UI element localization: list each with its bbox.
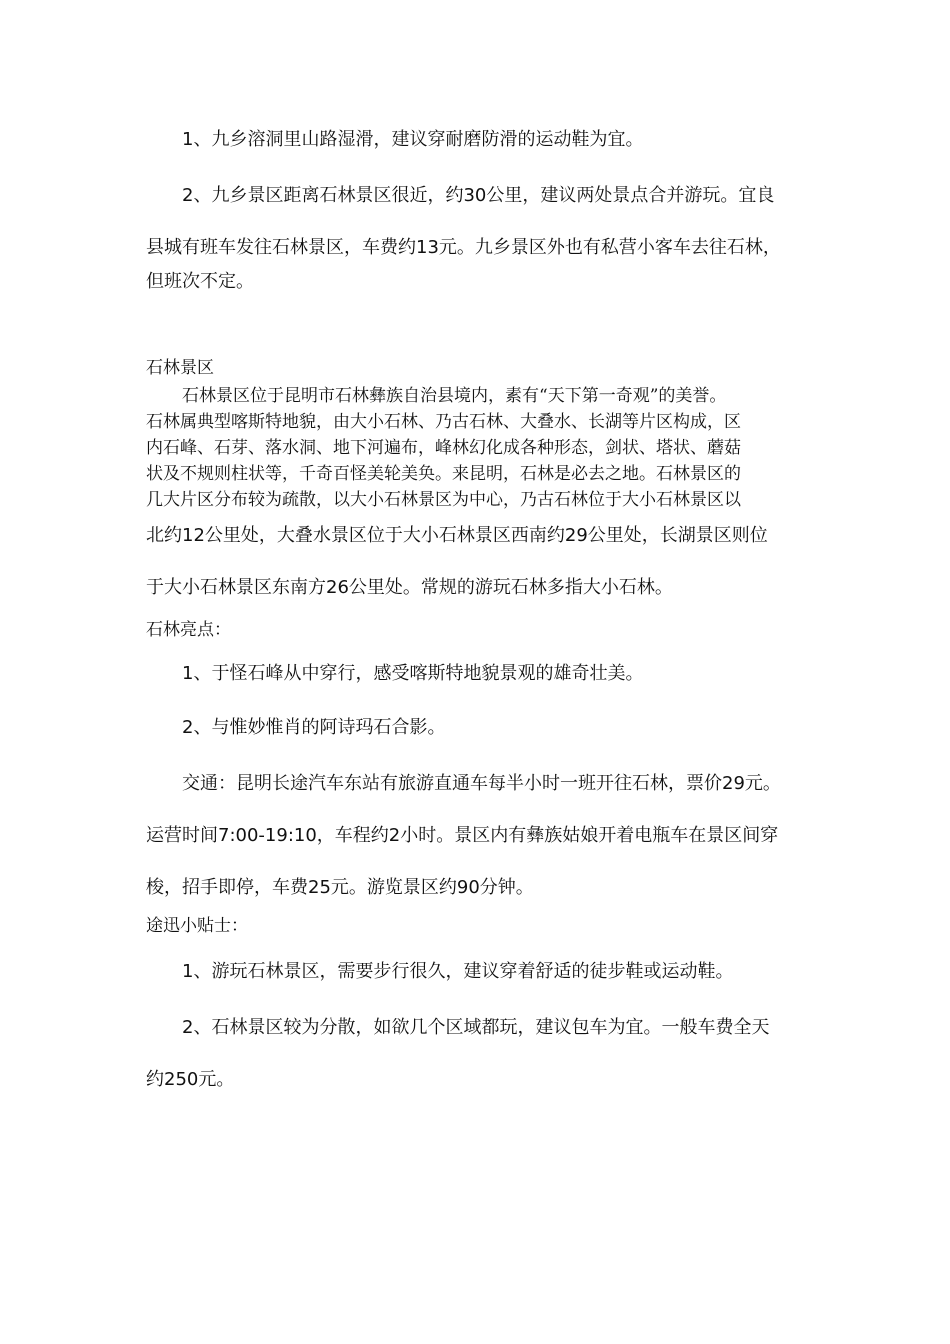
shilin-intro-line-6: 北约12公里处，大叠水景区位于大小石林景区西南约29公里处，长湖景区则位: [146, 525, 768, 546]
shilin-intro-line-4: 状及不规则柱状等，千奇百怪美轮美奂。来昆明，石林是必去之地。石林景区的: [146, 464, 741, 484]
jiuxiang-tip-1: 1、九乡溶洞里山路湿滑，建议穿耐磨防滑的运动鞋为宜。: [182, 129, 644, 150]
tips-heading: 途迅小贴士：: [146, 916, 248, 936]
jiuxiang-tip-2-line-3: 但班次不定。: [146, 271, 254, 292]
highlight-1: 1、于怪石峰从中穿行，感受喀斯特地貌景观的雄奇壮美。: [182, 663, 644, 684]
transport-line-3: 梭，招手即停，车费25元。游览景区约90分钟。: [146, 877, 534, 898]
shilin-intro-line-7: 于大小石林景区东南方26公里处。常规的游玩石林多指大小石林。: [146, 577, 673, 598]
tip-1: 1、游玩石林景区，需要步行很久，建议穿着舒适的徒步鞋或运动鞋。: [182, 961, 734, 982]
transport-line-2: 运营时间7:00-19:10，车程约2小时。景区内有彝族姑娘开着电瓶车在景区间穿: [146, 825, 779, 846]
transport-line-1: 交通：昆明长途汽车东站有旅游直通车每半小时一班开往石林，票价29元。: [182, 773, 781, 794]
tip-2-line-1: 2、石林景区较为分散，如欲几个区域都玩，建议包车为宜。一般车费全天: [182, 1017, 770, 1038]
section-heading-shilin: 石林景区: [146, 358, 214, 378]
jiuxiang-tip-2-line-2: 县城有班车发往石林景区，车费约13元。九乡景区外也有私营小客车去往石林，: [146, 237, 781, 258]
shilin-intro-line-3: 内石峰、石芽、落水洞、地下河遍布，峰林幻化成各种形态，剑状、塔状、蘑菇: [146, 438, 741, 458]
shilin-intro-line-5: 几大片区分布较为疏散，以大小石林景区为中心，乃古石林位于大小石林景区以: [146, 490, 741, 510]
shilin-intro-line-2: 石林属典型喀斯特地貌，由大小石林、乃古石林、大叠水、长湖等片区构成，区: [146, 412, 741, 432]
highlights-heading: 石林亮点：: [146, 620, 231, 640]
highlight-2: 2、与惟妙惟肖的阿诗玛石合影。: [182, 717, 446, 738]
jiuxiang-tip-2-line-1: 2、九乡景区距离石林景区很近，约30公里，建议两处景点合并游玩。宜良: [182, 185, 775, 206]
shilin-intro-line-1: 石林景区位于昆明市石林彝族自治县境内，素有“天下第一奇观”的美誉。: [182, 386, 727, 406]
tip-2-line-2: 约250元。: [146, 1069, 235, 1090]
